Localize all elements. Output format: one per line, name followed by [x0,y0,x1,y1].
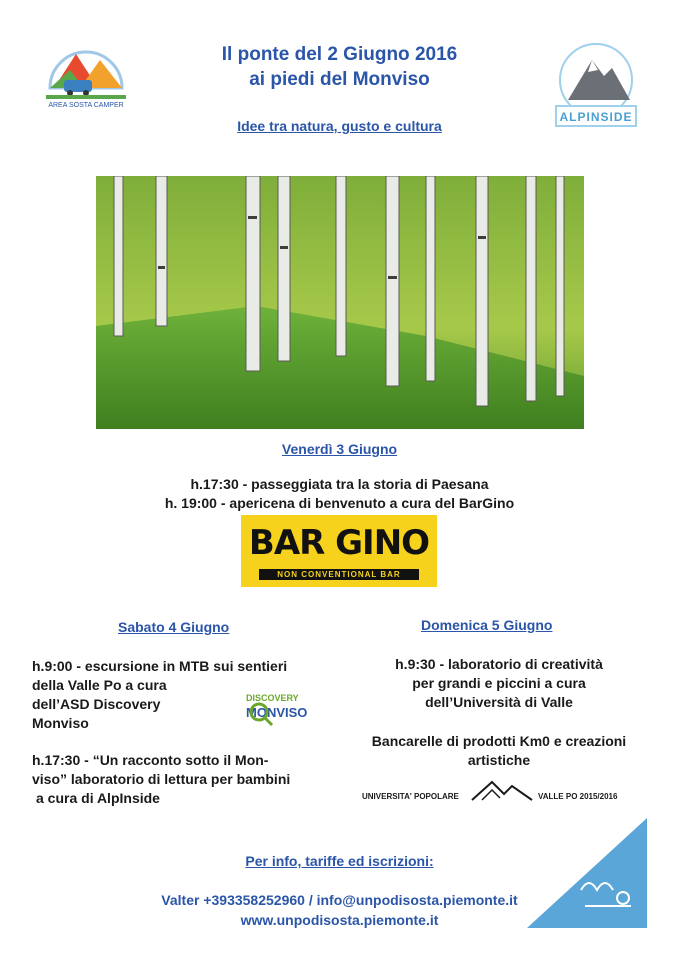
saturday-item-2-line-3: a cura di AlpInside [36,790,160,806]
sunday-item-1-line-3: dell’Università di Valle [425,694,573,710]
page-subtitle: Idee tra natura, gusto e cultura [237,118,442,134]
friday-line-2: h. 19:00 - apericena di benvenuto a cura del BarGino [164,495,515,511]
page-title [0,42,679,92]
bargino-logo-subtext: NON CONVENTIONAL BAR [259,569,419,580]
univ-logo-left: UNIVERSITA' POPOLARE [362,792,459,801]
discovery-logo-bottom: MONVISO [246,705,308,720]
sunday-item-2-line-2: artistiche [467,752,531,768]
friday-heading: Venerdì 3 Giugno [281,441,398,457]
title-line-2: ai piedi del Monviso [249,69,430,90]
contact-line-2: www.unpodisosta.piemonte.it [240,912,439,928]
sunday-item-1-line-2: per grandi e piccini a cura [412,675,586,691]
magnifier-icon [248,701,274,727]
birch-forest-photo [96,176,584,429]
saturday-item-1-line-1: h.9:00 - escursione in MTB sui sentieri [32,658,288,674]
sunday-item-2-line-1: Bancarelle di prodotti Km0 e creazioni [371,733,627,749]
bargino-logo [241,515,437,587]
sunday-heading: Domenica 5 Giugno [421,617,553,633]
saturday-item-1-line-2: della Valle Po a cura [32,677,167,693]
saturday-item-2 [32,751,352,808]
corner-triangle-logo [527,818,647,928]
area-sosta-camper-caption: AREA SOSTA CAMPER [48,102,124,109]
saturday-item-1-line-3: dell’ASD Discovery [32,696,161,712]
friday-schedule [0,475,679,513]
mountain-outline-icon [470,778,534,802]
discovery-monviso-logo [236,693,316,729]
friday-line-1: h.17:30 - passeggiata tra la storia di Paesana [190,476,489,492]
sunday-item-1-line-1: h.9:30 - laboratorio di creatività [395,656,603,672]
contact-heading: Per info, tariffe ed iscrizioni: [245,853,434,869]
contact-line-1: Valter +393358252960 / info@unpodisosta.piemonte.it [161,892,518,908]
universita-popolare-logo [362,778,642,804]
saturday-heading: Sabato 4 Giugno [118,619,230,635]
title-line-1: Il ponte del 2 Giugno 2016 [221,44,458,65]
saturday-item-2-line-2: viso” laboratorio di lettura per bambini [32,771,291,787]
discovery-logo-top: DISCOVERY [246,693,299,703]
sunday-item-1 [354,655,644,712]
alpinside-caption: ALPINSIDE [559,110,633,124]
saturday-item-1-line-4: Monviso [32,715,89,731]
bargino-logo-text: BAR GINO [248,523,430,563]
saturday-item-2-line-1: h.17:30 - “Un racconto sotto il Mon- [32,752,269,768]
univ-logo-right: VALLE PO 2015/2016 [538,792,618,801]
sunday-item-2 [344,732,654,770]
